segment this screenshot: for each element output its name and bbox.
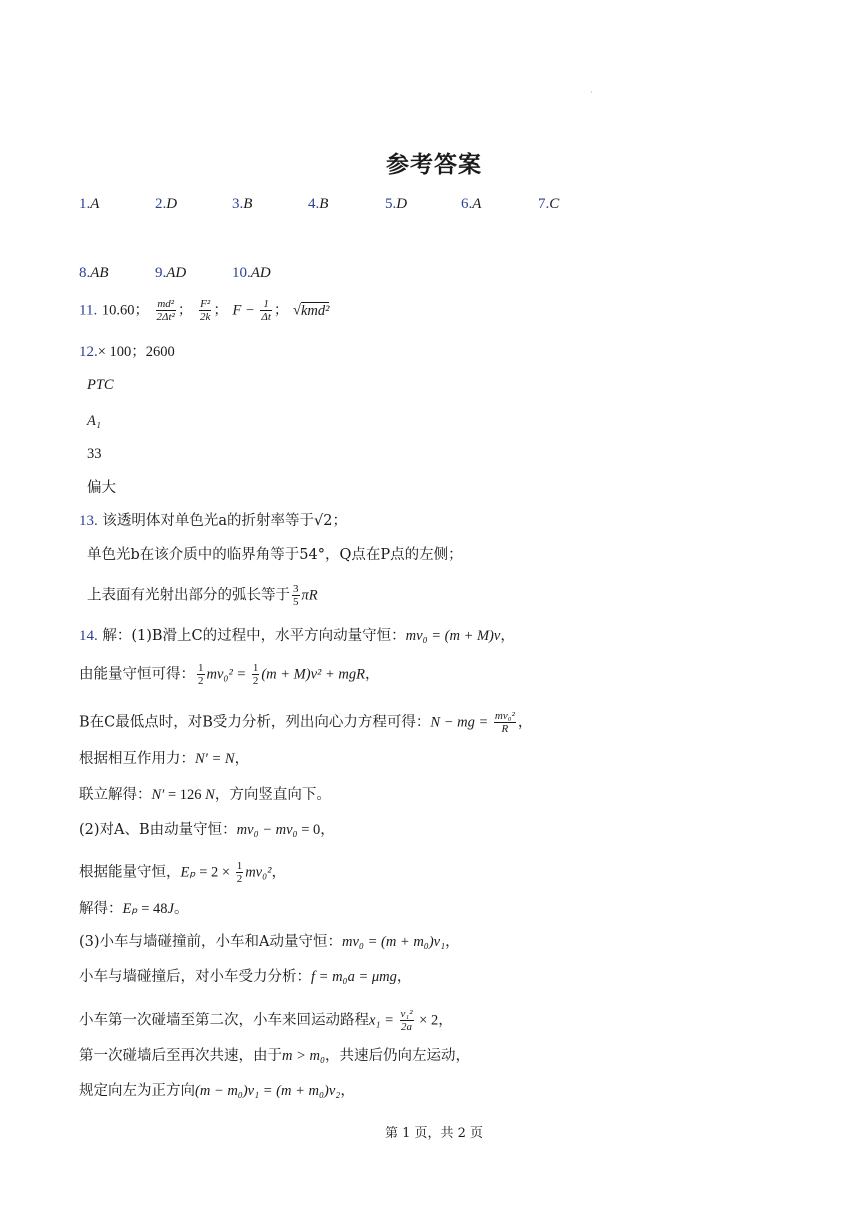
answer-14-line-4: 根据相互作用力：N′ = N，	[79, 751, 250, 767]
answer-12-line-3: A₁	[87, 413, 101, 429]
answer-14-line-3: B在C最低点时，对B受力分析，列出向心力方程可得：N − mg = $\frac{\text{mv₀²}}{R}$ ，	[79, 710, 533, 735]
corner-mark: ·	[590, 88, 593, 97]
answer-14-line-9: (3)小车与墙碰撞前，小车和A动量守恒：mv₀ = (m + m₀)v₁，	[79, 934, 460, 950]
answer-14-line-13: 规定向左为正方向(m − m₀)v₁ = (m + m₀)v₂，	[79, 1083, 355, 1099]
page-title: 参考答案	[386, 152, 482, 178]
mc-answer-7: 7.C	[538, 196, 560, 212]
answer-13: 13. 该透明体对单色光a的折射率等于√2；	[79, 513, 347, 529]
answer-14: 14. 解：(1)B滑上C的过程中，水平方向动量守恒：mv₀ = (m + M)v，	[79, 628, 515, 644]
answer-12-line-5: 偏大	[87, 480, 116, 496]
answer-13-line-3: 上表面有光射出部分的弧长等于 $\frac{3}{5}$ πR	[87, 583, 318, 608]
answer-14-line-10: 小车与墙碰撞后，对小车受力分析：f = m₀a = μmg，	[79, 969, 412, 985]
mc-answer-3: 3.B	[232, 196, 253, 212]
mc-answer-8: 8.AB	[79, 265, 109, 281]
mc-answer-2: 2.D	[155, 196, 178, 212]
mc-answer-1: 1.A	[79, 196, 100, 212]
answer-14-line-7: 根据能量守恒，Eₚ = 2 × $\frac{1}{2}$ mv₀²，	[79, 860, 286, 885]
answer-13-line-2: 单色光b在该介质中的临界角等于54°，Q点在P点的左侧；	[87, 547, 463, 563]
page-footer: 第 1 页，共 2 页	[384, 1126, 484, 1141]
mc-answer-10: 10.AD	[232, 265, 271, 281]
answer-14-line-6: (2)对A、B由动量守恒：mv₀ − mv₀ = 0，	[79, 822, 335, 838]
answer-11: 11. 10.60； $\frac{\text{md²}}{\text{2Δt²}}$ ； $\frac{\text{F²}}{2k}$ ； F − $\frac{1}{\Delta t}$ ； √kmd²	[79, 298, 330, 323]
answer-14-line-2: 由能量守恒可得： $\frac{1}{2}$ mv₀² = $\frac{1}{2}$ (m + M)v² + mgR，	[79, 662, 380, 687]
answer-14-line-5: 联立解得：N′ = 126 N，方向竖直向下。	[79, 787, 331, 803]
answer-12-line-4: 33	[87, 446, 102, 462]
mc-answer-4: 4.B	[308, 196, 329, 212]
mc-answer-5: 5.D	[385, 196, 408, 212]
answer-12-line-2: PTC	[87, 377, 114, 393]
answer-14-line-12: 第一次碰墙后至再次共速，由于m > m₀，共速后仍向左运动，	[79, 1048, 471, 1064]
mc-answer-6: 6.A	[461, 196, 482, 212]
answer-14-line-11: 小车第一次碰墙至第二次，小车来回运动路程x₁ = $\frac{\text{v₁²}}{2a}$ × 2，	[79, 1008, 453, 1033]
mc-answer-9: 9.AD	[155, 265, 187, 281]
answer-12: 12.× 100；2600	[79, 344, 175, 360]
answer-14-line-8: 解得：Eₚ = 48J。	[79, 901, 189, 917]
